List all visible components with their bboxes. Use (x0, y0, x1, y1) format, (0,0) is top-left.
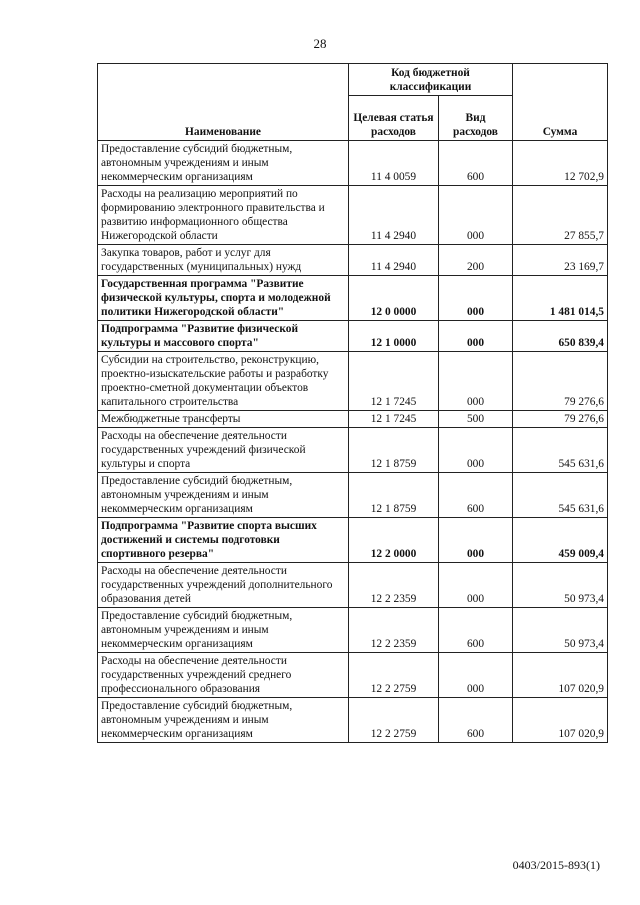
table-row (98, 608, 608, 653)
table-row (98, 321, 608, 352)
table-header (98, 64, 608, 141)
table-row (98, 518, 608, 563)
table-body (98, 141, 608, 743)
page-number: 28 (313, 36, 327, 51)
row-expense-type: 600 (439, 141, 513, 186)
row-target-code: 11 4 0059 (349, 141, 439, 186)
row-target-code: 12 1 7245 (349, 411, 439, 428)
table-row (98, 352, 608, 411)
row-target-code: 12 0 0000 (349, 276, 439, 321)
table-row (98, 276, 608, 321)
table-row (98, 186, 608, 245)
row-target-code: 12 1 0000 (349, 321, 439, 352)
row-sum: 23 169,7 (513, 245, 608, 276)
header-code-group: Код бюджетной классификации (349, 64, 513, 96)
table-row (98, 563, 608, 608)
row-target-code: 12 2 2359 (349, 608, 439, 653)
header-target: Целевая статья расходов (349, 96, 439, 141)
row-name: Предоставление субсидий бюджетным, автономным учреждениям и иным некоммерческим организациям (98, 141, 349, 186)
row-sum: 27 855,7 (513, 186, 608, 245)
row-target-code: 12 2 2759 (349, 698, 439, 743)
row-expense-type: 000 (439, 352, 513, 411)
row-expense-type: 000 (439, 276, 513, 321)
table-row (98, 698, 608, 743)
row-target-code: 12 2 0000 (349, 518, 439, 563)
row-expense-type: 600 (439, 473, 513, 518)
row-expense-type: 000 (439, 653, 513, 698)
document-code: 0403/2015-893(1) (512, 858, 600, 872)
table-row (98, 473, 608, 518)
row-target-code: 12 1 8759 (349, 428, 439, 473)
row-sum: 459 009,4 (513, 518, 608, 563)
row-expense-type: 000 (439, 518, 513, 563)
row-name: Подпрограмма "Развитие спорта высших достижений и системы подготовки спортивного резерва" (98, 518, 349, 563)
row-name: Предоставление субсидий бюджетным, автономным учреждениям и иным некоммерческим организациям (98, 473, 349, 518)
row-target-code: 12 2 2359 (349, 563, 439, 608)
header-type: Вид расходов (439, 96, 513, 141)
row-expense-type: 000 (439, 563, 513, 608)
row-target-code: 11 4 2940 (349, 245, 439, 276)
row-name: Субсидии на строительство, реконструкцию, проектно-изыскательские работы и разработку проектно-сметной документации объектов капитального строительства (98, 352, 349, 411)
row-expense-type: 600 (439, 608, 513, 653)
row-target-code: 12 1 8759 (349, 473, 439, 518)
row-sum: 545 631,6 (513, 428, 608, 473)
row-name: Межбюджетные трансферты (98, 411, 349, 428)
row-name: Предоставление субсидий бюджетным, автономным учреждениям и иным некоммерческим организациям (98, 608, 349, 653)
row-name: Подпрограмма "Развитие физической культуры и массового спорта" (98, 321, 349, 352)
row-sum: 1 481 014,5 (513, 276, 608, 321)
row-sum: 79 276,6 (513, 411, 608, 428)
row-expense-type: 500 (439, 411, 513, 428)
table-row (98, 411, 608, 428)
row-name: Расходы на обеспечение деятельности государственных учреждений дополнительного образования детей (98, 563, 349, 608)
row-name: Государственная программа "Развитие физической культуры, спорта и молодежной политики Нижегородской области" (98, 276, 349, 321)
row-name: Расходы на обеспечение деятельности государственных учреждений среднего профессионального образования (98, 653, 349, 698)
header-sum: Сумма (513, 64, 608, 141)
row-sum: 107 020,9 (513, 653, 608, 698)
row-target-code: 12 1 7245 (349, 352, 439, 411)
row-name: Закупка товаров, работ и услуг для государственных (муниципальных) нужд (98, 245, 349, 276)
row-name: Предоставление субсидий бюджетным, автономным учреждениям и иным некоммерческим организациям (98, 698, 349, 743)
row-sum: 650 839,4 (513, 321, 608, 352)
row-sum: 79 276,6 (513, 352, 608, 411)
row-sum: 107 020,9 (513, 698, 608, 743)
row-sum: 12 702,9 (513, 141, 608, 186)
row-sum: 545 631,6 (513, 473, 608, 518)
table-row (98, 141, 608, 186)
table-row (98, 653, 608, 698)
row-expense-type: 200 (439, 245, 513, 276)
budget-table (97, 63, 608, 743)
row-expense-type: 000 (439, 428, 513, 473)
header-name: Наименование (98, 64, 349, 141)
row-target-code: 12 2 2759 (349, 653, 439, 698)
row-sum: 50 973,4 (513, 608, 608, 653)
table-row (98, 245, 608, 276)
table-row (98, 428, 608, 473)
row-sum: 50 973,4 (513, 563, 608, 608)
row-target-code: 11 4 2940 (349, 186, 439, 245)
row-name: Расходы на реализацию мероприятий по формированию электронного правительства и развитию информационного общества Нижегородской области (98, 186, 349, 245)
row-expense-type: 000 (439, 186, 513, 245)
row-expense-type: 600 (439, 698, 513, 743)
row-name: Расходы на обеспечение деятельности государственных учреждений физической культуры и спорта (98, 428, 349, 473)
row-expense-type: 000 (439, 321, 513, 352)
